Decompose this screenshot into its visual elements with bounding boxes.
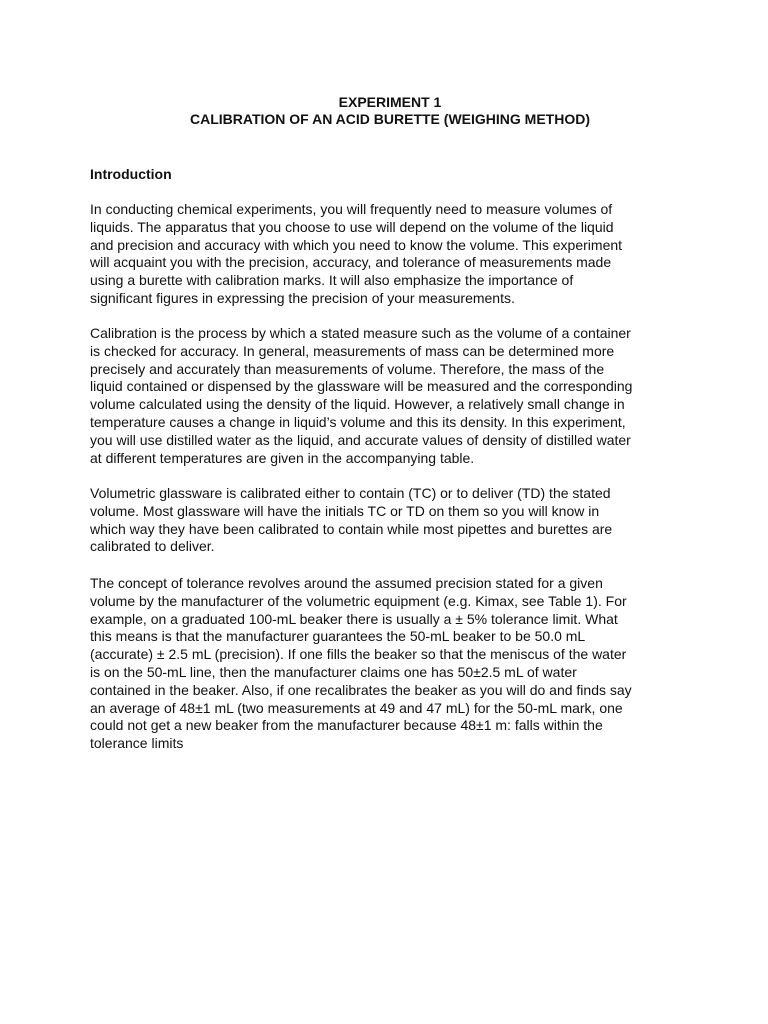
text-line: using a burette with calibration marks. It will also emphasize the importance of (90, 272, 574, 289)
document-title (90, 94, 690, 128)
text-line: volume calculated using the density of the liquid. However, a relatively small change in (90, 396, 625, 413)
paragraph-4 (90, 575, 690, 753)
text-line: significant figures in expressing the precision of your measurements. (90, 289, 515, 306)
paragraph-2 (90, 325, 690, 467)
text-line: you will use distilled water as the liquid, and accurate values of density of distilled water (90, 431, 631, 448)
text-line: at different temperatures are given in the accompanying table. (90, 449, 475, 466)
document-page (90, 94, 690, 752)
text-line: temperature causes a change in liquid’s volume and this its density. In this experiment, (90, 413, 626, 430)
text-line: is on the 50-mL line, then the manufacturer claims one has 50±2.5 mL of water (90, 663, 577, 680)
text-line: and precision and accuracy with which you need to know the volume. This experiment (90, 236, 623, 253)
text-line: precisely and accurately than measurements of volume. Therefore, the mass of the (90, 360, 605, 377)
text-line: this means is that the manufacturer guarantees the 50-mL beaker to be 50.0 mL (90, 628, 586, 645)
text-line: The concept of tolerance revolves around the assumed precision stated for a given (90, 575, 603, 591)
paragraph-3 (90, 485, 690, 556)
text-line: Volumetric glassware is calibrated either to contain (TC) or to deliver (TD) the stated (90, 485, 611, 501)
experiment-title: CALIBRATION OF AN ACID BURETTE (WEIGHING METHOD) (189, 111, 590, 127)
text-line: tolerance limits (90, 735, 184, 752)
text-line: an average of 48±1 mL (two measurements at 49 and 47 mL) for the 50-mL mark, one (90, 699, 623, 716)
text-line: which way they have been calibrated to contain while most pipettes and burettes are (90, 520, 613, 537)
introduction-heading: Introduction (90, 166, 172, 182)
text-line: volume by the manufacturer of the volumetric equipment (e.g. Kimax, see Table 1). For (90, 592, 627, 609)
text-line: could not get a new beaker from the manufacturer because 48±1 m: falls within the (90, 717, 603, 734)
text-line: will acquaint you with the precision, accuracy, and tolerance of measurements made (90, 254, 612, 271)
text-line: contained in the beaker. Also, if one recalibrates the beaker as you will do and finds say (90, 681, 632, 698)
text-line: liquids. The apparatus that you choose to use will depend on the volume of the liquid (90, 218, 614, 235)
text-line: example, on a graduated 100-mL beaker there is usually a ± 5% tolerance limit. What (90, 610, 618, 627)
text-line: In conducting chemical experiments, you will frequently need to measure volumes of (90, 201, 613, 217)
text-line: liquid contained or dispensed by the glassware will be measured and the corresponding (90, 378, 633, 395)
paragraph-1 (90, 201, 690, 308)
text-line: calibrated to deliver. (90, 538, 215, 555)
experiment-number: EXPERIMENT 1 (338, 94, 442, 110)
text-line: is checked for accuracy. In general, measurements of mass can be determined more (90, 342, 615, 359)
text-line: Calibration is the process by which a stated measure such as the volume of a container (90, 325, 631, 341)
text-line: volume. Most glassware will have the initials TC or TD on them so you will know in (90, 502, 600, 519)
text-line: (accurate) ± 2.5 mL (precision). If one fills the beaker so that the meniscus of the water (90, 646, 627, 663)
